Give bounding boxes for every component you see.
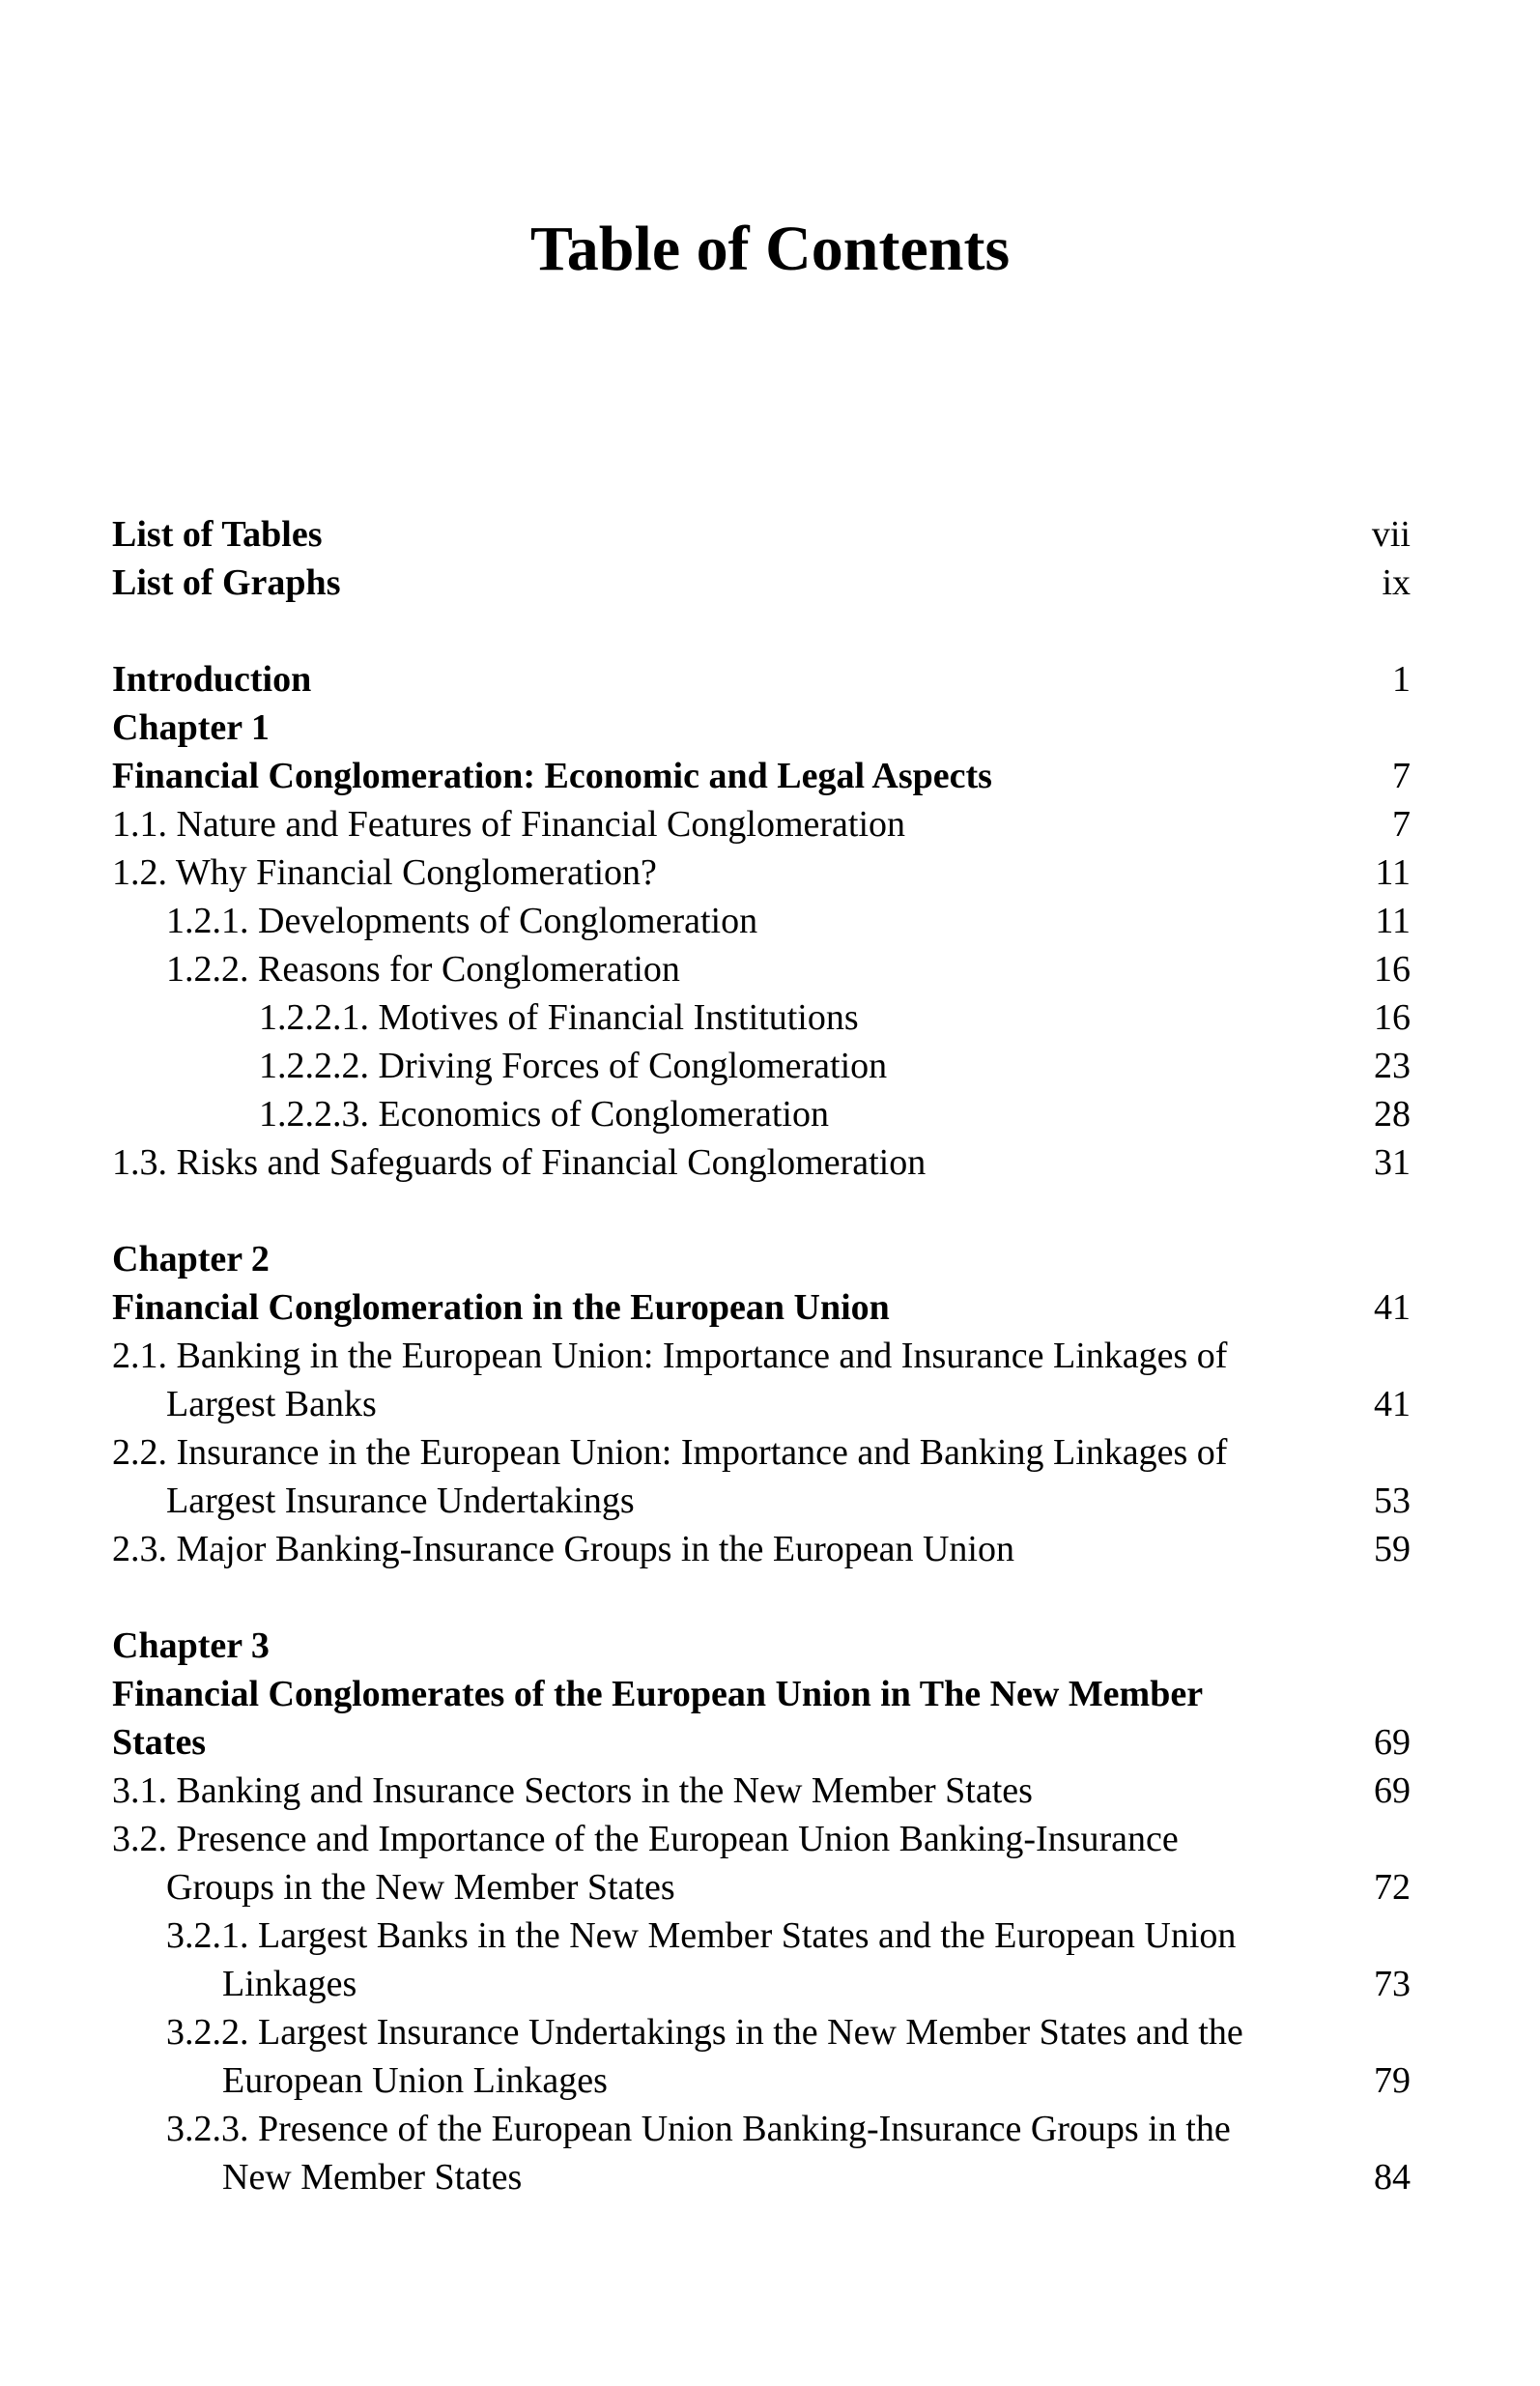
toc-entry-1-2[interactable] bbox=[112, 848, 1411, 897]
toc-entry-text: 3.2. Presence and Importance of the European Union Banking-Insurance Groups in the New Member States bbox=[112, 1819, 1179, 1908]
toc-entry-page: 7 bbox=[1392, 804, 1411, 845]
toc-entry-page: 53 bbox=[1374, 1480, 1411, 1521]
toc-entry-page: 41 bbox=[1374, 1287, 1411, 1328]
chapter-label bbox=[112, 1622, 1411, 1670]
toc-entry-page: 73 bbox=[1374, 1964, 1411, 2004]
toc-entry-2-3[interactable] bbox=[112, 1525, 1411, 1573]
toc-entry-text: List of Tables bbox=[112, 514, 323, 555]
toc-entry-page: 69 bbox=[1374, 1722, 1411, 1763]
toc-entry-text: List of Graphs bbox=[112, 562, 341, 603]
toc-entry-1-2-2[interactable] bbox=[112, 945, 1411, 993]
toc-entry-page: 7 bbox=[1392, 756, 1411, 796]
spacer bbox=[112, 607, 1411, 655]
toc-entry-page: 84 bbox=[1374, 2157, 1411, 2198]
toc-entry-text: 3.2.3. Presence of the European Union Banking-Insurance Groups in the New Member States bbox=[166, 2109, 1231, 2198]
toc-entry-text: 1.2.2.2. Driving Forces of Conglomeration bbox=[259, 1046, 888, 1086]
toc-entry-page: ix bbox=[1382, 562, 1411, 603]
toc-entry-page: vii bbox=[1371, 514, 1411, 555]
chapter-title: Financial Conglomeration in the European Union bbox=[112, 1287, 890, 1328]
toc-entry-2-2[interactable] bbox=[112, 1428, 1411, 1525]
toc-entry-page: 23 bbox=[1374, 1046, 1411, 1086]
toc-entry-3-2[interactable] bbox=[112, 1815, 1411, 1912]
toc-entry-page: 41 bbox=[1374, 1384, 1411, 1424]
toc-entry-1-2-2-1[interactable] bbox=[112, 993, 1411, 1042]
toc-entry-3-1[interactable] bbox=[112, 1767, 1411, 1815]
toc-entry-text: Introduction bbox=[112, 659, 312, 700]
spacer bbox=[112, 1573, 1411, 1622]
toc-entry-page: 79 bbox=[1374, 2060, 1411, 2101]
toc-entry-text: 3.1. Banking and Insurance Sectors in the New Member States bbox=[112, 1770, 1033, 1811]
chapter-1-label: Chapter 1 bbox=[112, 707, 270, 748]
toc-entry-chapter-2-title[interactable] bbox=[112, 1283, 1411, 1332]
toc-entry-3-2-2[interactable] bbox=[112, 2008, 1411, 2105]
toc-entry-chapter-3-title[interactable] bbox=[112, 1670, 1411, 1767]
toc-entry-page: 69 bbox=[1374, 1770, 1411, 1811]
toc-entry-3-2-3[interactable] bbox=[112, 2105, 1411, 2201]
toc-entry-chapter-1-title[interactable] bbox=[112, 752, 1411, 800]
toc-entry-text: 1.2.2. Reasons for Conglomeration bbox=[166, 949, 680, 990]
toc-entry-page: 1 bbox=[1392, 659, 1411, 700]
toc-entry-1-3[interactable] bbox=[112, 1138, 1411, 1187]
toc-entry-list-of-graphs[interactable] bbox=[112, 559, 1411, 607]
toc-entry-page: 11 bbox=[1375, 901, 1411, 941]
toc-entry-text: 1.2. Why Financial Conglomeration? bbox=[112, 852, 657, 893]
toc-entry-page: 16 bbox=[1374, 949, 1411, 990]
toc-entry-page: 31 bbox=[1374, 1142, 1411, 1183]
chapter-title: Financial Conglomerates of the European Union in The New Member States bbox=[112, 1674, 1203, 1763]
toc-entry-text: 3.2.1. Largest Banks in the New Member States and the European Union Linkages bbox=[166, 1915, 1237, 2004]
toc-entry-text: 1.2.2.3. Economics of Conglomeration bbox=[259, 1094, 829, 1135]
toc-entry-text: 1.1. Nature and Features of Financial Conglomeration bbox=[112, 804, 906, 845]
toc-entry-text: 3.2.2. Largest Insurance Undertakings in the New Member States and the European Union Linkages bbox=[166, 2012, 1243, 2101]
toc-entry-list-of-tables[interactable] bbox=[112, 510, 1411, 559]
toc-entry-1-2-2-3[interactable] bbox=[112, 1090, 1411, 1138]
toc-entry-3-2-1[interactable] bbox=[112, 1912, 1411, 2008]
toc-entry-text: 2.2. Insurance in the European Union: Importance and Banking Linkages of Largest Insurance Undertakings bbox=[112, 1432, 1228, 1521]
page-title: Table of Contents bbox=[529, 214, 1011, 284]
toc-entry-text: 1.2.1. Developments of Conglomeration bbox=[166, 901, 758, 941]
toc-entry-page: 11 bbox=[1375, 852, 1411, 893]
spacer bbox=[112, 1187, 1411, 1235]
chapter-label bbox=[112, 704, 1411, 752]
toc-entry-page: 59 bbox=[1374, 1529, 1411, 1569]
toc-entry-introduction[interactable] bbox=[112, 655, 1411, 704]
table-of-contents bbox=[112, 510, 1411, 2201]
toc-entry-text: 2.3. Major Banking-Insurance Groups in the European Union bbox=[112, 1529, 1014, 1569]
toc-entry-1-2-2-2[interactable] bbox=[112, 1042, 1411, 1090]
chapter-3-label: Chapter 3 bbox=[112, 1625, 270, 1666]
toc-entry-1-2-1[interactable] bbox=[112, 897, 1411, 945]
chapter-title: Financial Conglomeration: Economic and Legal Aspects bbox=[112, 756, 992, 796]
toc-entry-text: 1.2.2.1. Motives of Financial Institutions bbox=[259, 997, 859, 1038]
toc-entry-text: 1.3. Risks and Safeguards of Financial Conglomeration bbox=[112, 1142, 927, 1183]
toc-entry-2-1[interactable] bbox=[112, 1332, 1411, 1428]
toc-entry-page: 16 bbox=[1374, 997, 1411, 1038]
toc-entry-text: 2.1. Banking in the European Union: Importance and Insurance Linkages of Largest Banks bbox=[112, 1336, 1228, 1424]
toc-entry-1-1[interactable] bbox=[112, 800, 1411, 848]
chapter-2-label: Chapter 2 bbox=[112, 1239, 270, 1279]
toc-entry-page: 28 bbox=[1374, 1094, 1411, 1135]
chapter-label bbox=[112, 1235, 1411, 1283]
toc-entry-page: 72 bbox=[1374, 1867, 1411, 1908]
